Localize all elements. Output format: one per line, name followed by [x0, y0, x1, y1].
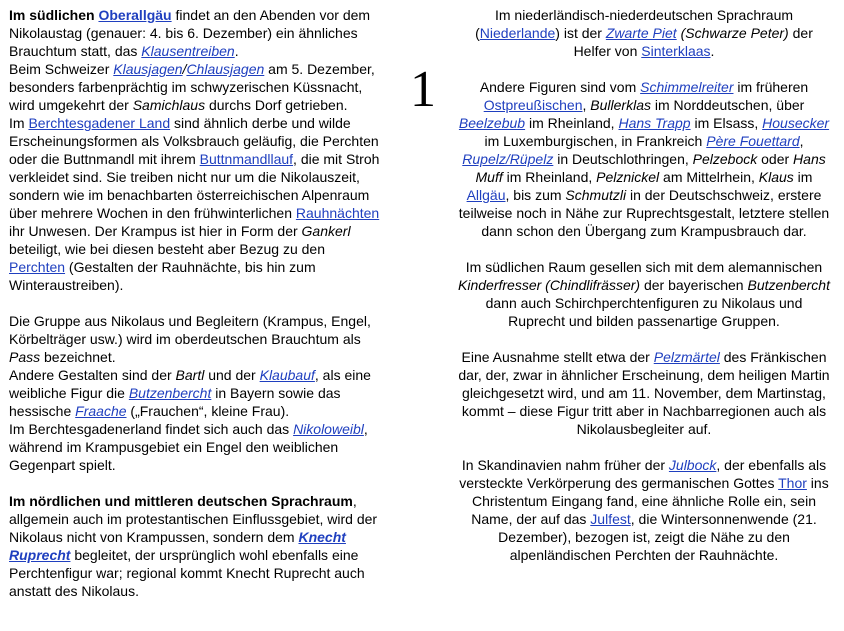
text-run: Eine Ausnahme stellt etwa der — [461, 349, 654, 365]
text-run: Bartl — [175, 367, 205, 383]
text-run: ins Christentum Eingang fand, eine ähnliche Rolle ein, sein Name, der auf das — [471, 475, 829, 527]
left-paragraph-5 — [9, 366, 381, 420]
wiki-link[interactable]: Schimmelreiter — [640, 79, 734, 95]
text-run: des Fränkischen dar, der, zwar in ähnlicher Erscheinung, dem heiligen Martin gleichgesetzt wird, und am 11. November, dem Martinstag, kommt – diese Figur tritt aber in Nachbarregionen auch als Nikolausbegleiter auf. — [458, 349, 830, 437]
text-run: Im niederländisch-niederdeutschen Sprachraum ( — [475, 7, 794, 41]
bold-run[interactable] — [98, 7, 171, 23]
wiki-link[interactable]: Perchten — [9, 259, 66, 275]
text-run: , allgemein auch im protestantischen Einflussgebiet, wird der Nikolaus nicht von Krampussen, sondern dem — [9, 493, 378, 545]
wiki-link[interactable]: Butzenbercht — [128, 385, 212, 401]
wiki-link[interactable]: Chlausjagen — [186, 61, 265, 77]
page-number: 1 — [410, 61, 436, 118]
text-run: Pelzebock — [692, 151, 758, 167]
wiki-link[interactable]: Thor — [778, 475, 807, 491]
text-run: . — [234, 43, 239, 59]
text-run: im Rheinland, — [525, 115, 619, 131]
text-run: Kinderfresser (Chindlifrässer) — [458, 277, 641, 293]
wiki-link[interactable]: Allgäu — [466, 187, 506, 203]
wiki-link[interactable]: Berchtesgadener Land — [28, 115, 171, 131]
left-paragraph-3 — [9, 114, 381, 294]
wiki-link[interactable]: Julfest — [590, 511, 631, 527]
right-paragraph-2 — [456, 78, 832, 240]
wiki-link[interactable]: Housecker — [762, 115, 830, 131]
wiki-link[interactable]: Père Fouettard — [706, 133, 800, 149]
wiki-link[interactable]: Beelzebub — [458, 115, 526, 131]
text-run: im — [793, 169, 813, 185]
text-run: der bayerischen — [640, 277, 748, 293]
wiki-link[interactable]: Oberallgäu — [98, 7, 172, 23]
text-run: ) ist der — [555, 25, 606, 41]
wiki-link[interactable]: Sinterklaas — [641, 43, 711, 59]
left-paragraph-7 — [9, 492, 381, 600]
text-run: , — [582, 97, 591, 113]
text-run: durchs Dorf getrieben. — [205, 97, 348, 113]
text-run: beteiligt, wie bei diesen besteht aber Bezug zu den — [9, 241, 325, 257]
right-paragraph-3 — [456, 258, 832, 330]
text-run: im Rheinland, — [502, 169, 597, 185]
wiki-link[interactable]: Zwarte Piet — [605, 25, 677, 41]
wiki-link[interactable]: Ostpreußischen — [483, 97, 583, 113]
text-run: oder — [757, 151, 794, 167]
text-run: , als eine weibliche Figur die — [9, 367, 371, 401]
bold-run — [9, 493, 353, 509]
right-paragraph-4 — [456, 348, 832, 438]
text-run: . — [710, 43, 715, 59]
text-run: in Deutschlothringen, — [553, 151, 693, 167]
text-run: Gankerl — [301, 223, 351, 239]
text-run: , während im Krampusgebiet ein Engel den weiblichen Gegenpart spielt. — [9, 421, 368, 473]
text-run: Samichlaus — [132, 97, 206, 113]
wiki-link[interactable]: Rauhnächten — [295, 205, 380, 221]
text-run: Im — [9, 115, 29, 131]
bold-run — [9, 7, 98, 23]
text-run: Bullerklas — [590, 97, 651, 113]
wiki-link[interactable]: Fraache — [75, 403, 127, 419]
text-run: in der Deutschschweiz, erstere teilweise noch in Nähe zur Ruprechtsgestalt, letztere stellen dann schon den Übergang zum Krampusbrauch dar. — [458, 187, 830, 239]
left-paragraph-6 — [9, 420, 381, 474]
text-run: im früheren — [733, 79, 809, 95]
text-run: Die Gruppe aus Nikolaus und Begleitern (Krampus, Engel, Körbelträger usw.) wird im oberdeutschen Brauchtum als — [9, 313, 371, 347]
text-run: Hans Muff — [475, 151, 826, 185]
wiki-link[interactable]: Rupelz/Rüpelz — [462, 151, 554, 167]
text-run: im Elsass, — [690, 115, 763, 131]
text-run: Andere Gestalten sind der — [9, 367, 176, 383]
text-run: , bis zum — [505, 187, 566, 203]
text-run: In Skandinavien nahm früher der — [461, 457, 669, 473]
wiki-link[interactable]: Julbock — [668, 457, 717, 473]
text-run: Klaus — [758, 169, 794, 185]
text-run: / — [182, 61, 187, 77]
text-run: Schmutzli — [565, 187, 627, 203]
text-run: in Bayern sowie das hessische — [9, 385, 341, 419]
wiki-link[interactable]: Knecht Ruprecht — [9, 529, 346, 563]
text-run: ihr Unwesen. Der Krampus ist hier in Form der — [9, 223, 302, 239]
wiki-link[interactable]: Niederlande — [479, 25, 556, 41]
right-column — [456, 6, 832, 564]
text-run: (Gestalten der Rauhnächte, bis hin zum Winteraustreiben). — [9, 259, 316, 293]
wiki-link[interactable]: Klaubauf — [259, 367, 315, 383]
wiki-link[interactable]: Klausentreiben — [141, 43, 235, 59]
text-run: („Frauchen“, kleine Frau). — [126, 403, 290, 419]
left-paragraph-4 — [9, 312, 381, 366]
text-run: Im südlichen Raum gesellen sich mit dem alemannischen — [465, 259, 823, 275]
text-run: begleitet, der ursprünglich wohl ebenfalls eine Perchtenfigur war; regional kommt Knecht Ruprecht auch anstatt des Nikolaus. — [9, 547, 365, 599]
text-run: , die Wintersonnenwende (21. Dezember), bezogen ist, zeigt die Nähe zu den alpenländischen Perchten der Rauhnächte. — [498, 511, 817, 563]
text-run: Butzenbercht — [747, 277, 830, 293]
text-run: Andere Figuren sind vom — [479, 79, 641, 95]
text-run: Pass — [9, 349, 41, 365]
text-run: im Luxemburgischen, in Frankreich — [484, 133, 707, 149]
text-run: der Helfer von — [573, 25, 813, 59]
left-paragraph-2 — [9, 60, 381, 114]
text-run: am 5. Dezember, besonders farbenprächtig im schwyzerischen Küssnacht, wird umgekehrt der — [9, 61, 375, 113]
text-run: im Norddeutschen, über — [651, 97, 805, 113]
wiki-link[interactable]: Klausjagen — [113, 61, 183, 77]
text-run: Beim Schweizer — [9, 61, 114, 77]
text-run: bezeichnet. — [40, 349, 116, 365]
text-run: , die mit Stroh verkleidet sind. Sie treiben nicht nur um die Nikolauszeit, sondern wie im benachbarten österreichischen Alpenraum über mehrere Wochen in den frühwinterlichen — [9, 151, 380, 221]
left-column — [9, 6, 381, 600]
text-run: am Mittelrhein, — [659, 169, 759, 185]
text-run: Pelznickel — [596, 169, 660, 185]
text-run: Im südlichen — [9, 7, 99, 23]
wiki-link[interactable]: Hans Trapp — [618, 115, 691, 131]
text-run: , der ebenfalls als versteckte Verkörperung des germanischen Gottes — [459, 457, 827, 491]
text-run: findet an den Abenden vor dem Nikolaustag (genauer: 4. bis 6. Dezember) ein ähnliches Brauchtum statt, das — [9, 7, 371, 59]
wiki-link[interactable]: Buttnmandllauf — [199, 151, 294, 167]
text-run: Im Berchtesgadenerland findet sich auch das — [9, 421, 294, 437]
text-run: und der — [204, 367, 260, 383]
text-run: Im nördlichen und mittleren deutschen Sprachraum — [9, 493, 353, 509]
left-paragraph-1 — [9, 6, 381, 60]
right-paragraph-1 — [456, 6, 832, 60]
wiki-link[interactable]: Pelzmärtel — [653, 349, 720, 365]
text-run: sind ähnlich derbe und wilde Erscheinungsformen als Volksbrauch geläufig, die Perchten oder die Buttnmandl mit ihrem — [9, 115, 379, 167]
wiki-link[interactable]: Nikoloweibl — [293, 421, 364, 437]
text-run: dann auch Schirchperchtenfiguren zu Nikolaus und Ruprecht und bilden passenartige Gruppen. — [485, 295, 803, 329]
text-run: (Schwarze Peter) — [676, 25, 789, 41]
right-paragraph-5 — [456, 456, 832, 564]
text-run: , — [799, 133, 804, 149]
